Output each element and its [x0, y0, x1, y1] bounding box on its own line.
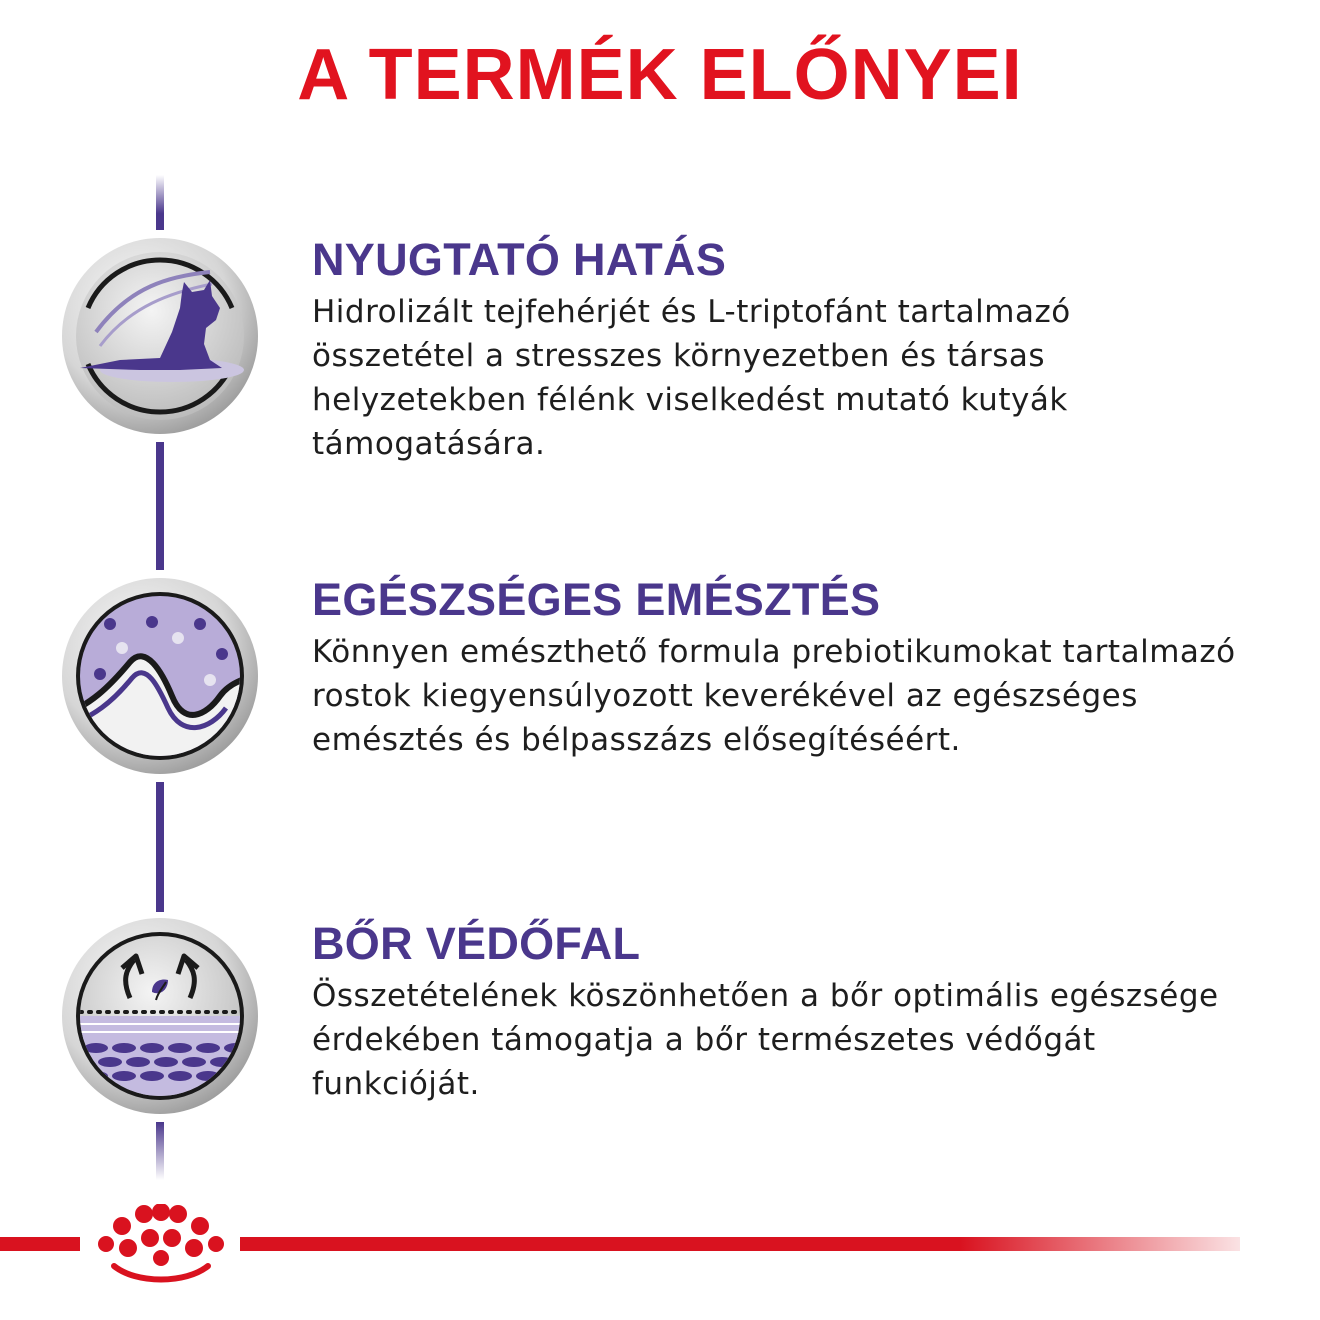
- skin-barrier-icon: [60, 916, 260, 1116]
- benefit-digestion: [312, 574, 1272, 762]
- footer-line-left: [0, 1237, 80, 1251]
- footer-line-right: [240, 1237, 1240, 1251]
- timeline-line-top: [156, 175, 164, 230]
- page-title: A TERMÉK ELŐNYEI: [297, 35, 1023, 115]
- benefit-heading: EGÉSZSÉGES EMÉSZTÉS: [312, 574, 881, 625]
- benefit-calming: [312, 234, 1272, 466]
- timeline-line-1: [156, 442, 164, 570]
- digestion-icon: [60, 576, 260, 776]
- calm-dog-icon: [60, 236, 260, 436]
- timeline-line-bottom: [156, 1122, 164, 1180]
- benefit-text: Összetételének köszönhetően a bőr optimális egészsége érdekében támogatja a bőr természetes védőgát funkcióját.: [312, 978, 1219, 1102]
- benefit-text: Hidrolizált tejfehérjét és L-triptofánt tartalmazó összetétel a stresszes környezetben és társas helyzetekben félénk viselkedést mutató kutyák támogatására.: [312, 294, 1071, 462]
- benefit-text: Könnyen emészthető formula prebiotikumokat tartalmazó rostok kiegyensúlyozott keverékével az egészséges emésztés és bélpasszázs elősegítéséért.: [312, 634, 1236, 758]
- timeline-line-2: [156, 782, 164, 912]
- benefit-heading: BŐR VÉDŐFAL: [312, 918, 641, 969]
- royal-canin-crown-icon: [92, 1204, 230, 1284]
- benefit-heading: NYUGTATÓ HATÁS: [312, 234, 727, 285]
- benefit-skin-barrier: [312, 918, 1272, 1106]
